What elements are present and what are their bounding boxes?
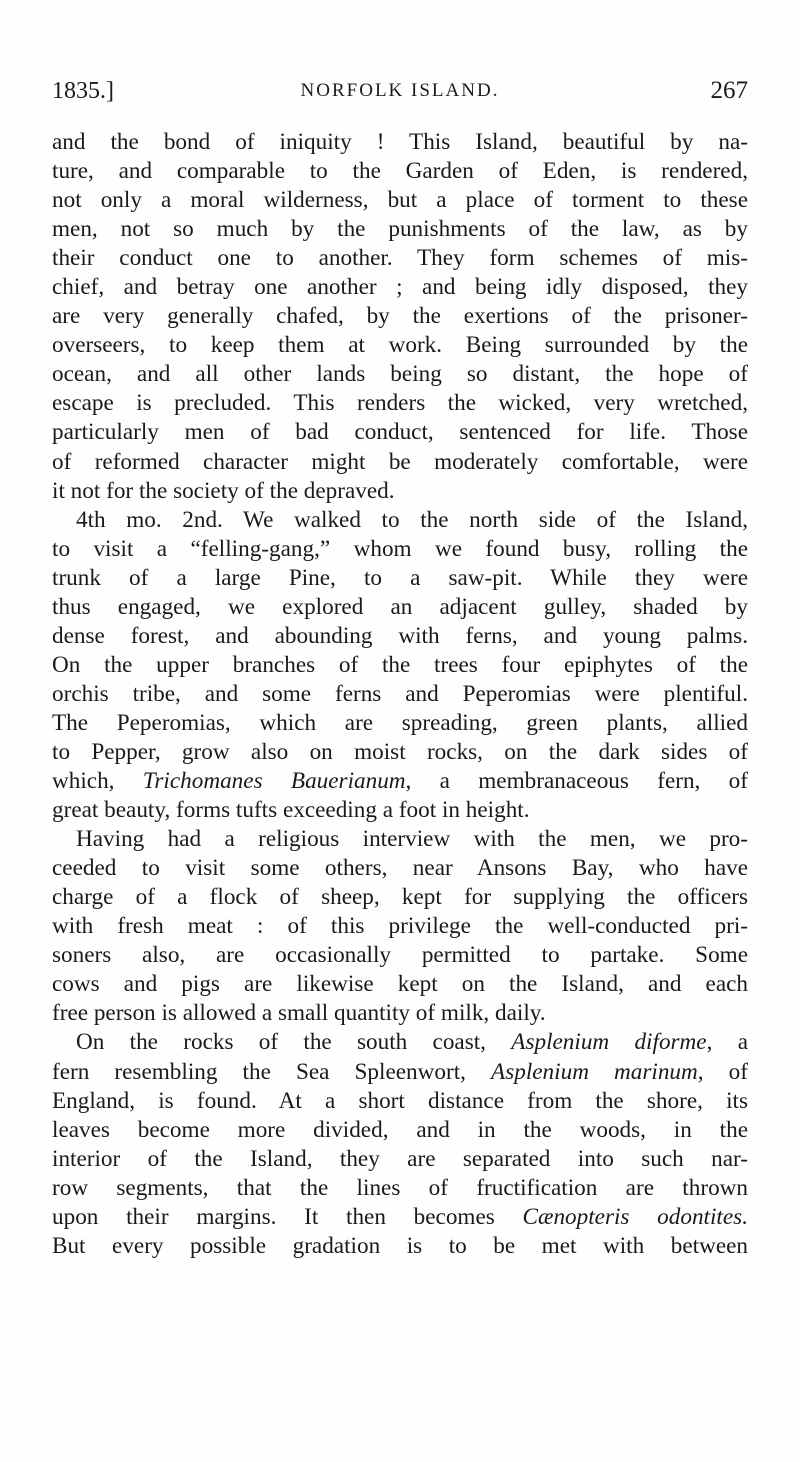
- text-line: which, Trichomanes Bauerianum, a membranaceous fern, of: [52, 768, 748, 795]
- species-name: Cænopteris odontites.: [522, 1203, 748, 1230]
- text-line: interior of the Island, they are separated into such nar-: [52, 1145, 748, 1172]
- text-line: great beauty, forms tufts exceeding a foot in height.: [52, 797, 530, 824]
- text-line: trunk of a large Pine, to a saw-pit. While they were: [52, 564, 748, 591]
- text-line: it not for the society of the depraved.: [52, 477, 395, 504]
- paragraph: [52, 825, 748, 1028]
- text-line: and the bond of iniquity ! This Island, beautiful by na-: [52, 129, 748, 155]
- text-line: chief, and betray one another ; and being idly disposed, they: [52, 274, 748, 301]
- text-line: The Peperomias, which are spreading, green plants, allied: [52, 709, 748, 736]
- text-line: to Pepper, grow also on moist rocks, on the dark sides of: [52, 738, 748, 765]
- paragraph: [52, 128, 748, 506]
- text-line: upon their margins. It then becomes Cænopteris odontites.: [52, 1203, 748, 1230]
- paragraph: [52, 506, 748, 826]
- text-line: ocean, and all other lands being so distant, the hope of: [52, 361, 748, 388]
- paragraph: [52, 1028, 748, 1260]
- text-line: On the upper branches of the trees four epiphytes of the: [52, 651, 748, 678]
- text-line: Having had a religious interview with the men, we pro-: [76, 826, 748, 853]
- text-line: orchis tribe, and some ferns and Peperomias were plentiful.: [52, 680, 748, 707]
- species-name: Asplenium diforme: [511, 1029, 707, 1056]
- body-text: [52, 128, 748, 1261]
- text-line: On the rocks of the south coast, Asplenium diforme, a: [76, 1029, 748, 1056]
- text-line: ceeded to visit some others, near Ansons Bay, who have: [52, 855, 748, 882]
- text-line: thus engaged, we explored an adjacent gulley, shaded by: [52, 593, 748, 620]
- header-title: NORFOLK ISLAND.: [300, 80, 500, 101]
- text-line: charge of a flock of sheep, kept for supplying the officers: [52, 884, 748, 911]
- text-line: dense forest, and abounding with ferns, and young palms.: [52, 622, 748, 649]
- text-line: overseers, to keep them at work. Being surrounded by the: [52, 332, 748, 359]
- species-name: Asplenium marinum: [491, 1058, 698, 1085]
- text-line: escape is precluded. This renders the wicked, very wretched,: [52, 390, 748, 417]
- text-line: particularly men of bad conduct, sentenced for life. Those: [52, 419, 748, 446]
- text-line: row segments, that the lines of fructification are thrown: [52, 1174, 748, 1201]
- text-line: are very generally chafed, by the exertions of the prisoner-: [52, 303, 748, 330]
- text-line: cows and pigs are likewise kept on the Island, and each: [52, 971, 748, 998]
- page-number: 267: [710, 77, 748, 104]
- text-line: leaves become more divided, and in the woods, in the: [52, 1116, 748, 1143]
- text-line: fern resembling the Sea Spleenwort, Asplenium marinum, of: [52, 1058, 748, 1085]
- running-header: [52, 76, 748, 106]
- text-line: England, is found. At a short distance from the shore, its: [52, 1087, 748, 1114]
- species-name: Trichomanes Bauerianum: [142, 768, 406, 795]
- text-line: soners also, are occasionally permitted to partake. Some: [52, 942, 748, 969]
- text-line: 4th mo. 2nd. We walked to the north side of the Island,: [76, 506, 748, 533]
- text-line: to visit a “felling-gang,” whom we found busy, rolling the: [52, 535, 748, 562]
- text-line: men, not so much by the punishments of the law, as by: [52, 216, 748, 243]
- text-line: with fresh meat : of this privilege the well-conducted pri-: [52, 913, 748, 940]
- text-line: of reformed character might be moderately comfortable, were: [52, 448, 748, 475]
- text-line: their conduct one to another. They form schemes of mis-: [52, 245, 748, 272]
- text-line: ture, and comparable to the Garden of Eden, is rendered,: [52, 158, 748, 185]
- text-line: But every possible gradation is to be met with between: [52, 1232, 748, 1259]
- header-year: 1835.]: [52, 78, 114, 104]
- text-line: free person is allowed a small quantity of milk, daily.: [52, 1000, 546, 1027]
- text-line: not only a moral wilderness, but a place of torment to these: [52, 187, 748, 214]
